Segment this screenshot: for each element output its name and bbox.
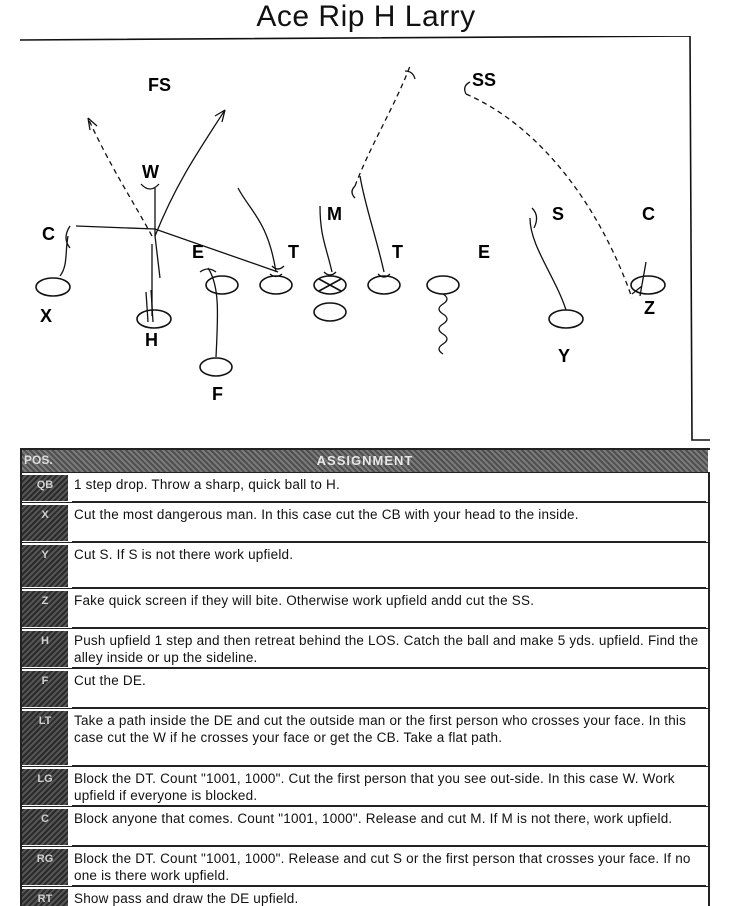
row-pos: H xyxy=(41,635,49,647)
label-fs: FS xyxy=(148,75,172,95)
offense-players xyxy=(36,276,665,376)
label-ss: SS xyxy=(472,70,497,90)
table-row xyxy=(22,502,708,543)
label-z: Z xyxy=(644,298,655,318)
route-w xyxy=(155,110,225,236)
row-text: Cut S. If S is not there work upfield. xyxy=(74,547,294,562)
row-pos: RT xyxy=(37,893,53,905)
row-pos: QB xyxy=(36,479,54,491)
player-f xyxy=(200,358,232,376)
player-lg xyxy=(260,276,292,294)
row-pos: LG xyxy=(37,773,53,785)
row-pos: Y xyxy=(41,549,49,561)
route-rt xyxy=(439,294,447,354)
table-header xyxy=(22,450,708,472)
table-row xyxy=(22,708,708,767)
page-title: Ace Rip H Larry xyxy=(256,0,476,33)
row-pos: RG xyxy=(36,853,54,865)
player-h xyxy=(137,310,171,328)
table-row xyxy=(22,846,708,887)
player-qb xyxy=(314,303,346,321)
label-y: Y xyxy=(558,346,571,366)
row-text: Fake quick screen if they will bite. Otherwise work upfield andd cut the SS. xyxy=(74,593,535,608)
label-t-left: T xyxy=(288,242,299,262)
label-e-right: E xyxy=(478,242,491,262)
row-text: Show pass and draw the DE upfield. xyxy=(74,891,299,906)
label-c-right: C xyxy=(642,204,655,224)
label-s: S xyxy=(552,204,565,224)
player-x xyxy=(36,278,70,296)
table-row xyxy=(22,628,708,669)
table-row xyxy=(22,766,708,807)
table-row xyxy=(22,472,708,503)
header-assignment: ASSIGNMENT xyxy=(316,453,414,468)
row-text: Block anyone that comes. Count "1001, 1000". Release and cut M. If M is not there, work upfield. xyxy=(74,811,673,826)
row-pos: X xyxy=(41,509,49,521)
play-diagram xyxy=(20,36,710,442)
table-row xyxy=(22,886,708,906)
table-row xyxy=(22,668,708,709)
player-rt xyxy=(427,276,459,294)
row-text: Block the DT. Count "1001, 1000". Cut the first person that you see out-side. In this case W. Work upfield if everyone is blocked. xyxy=(74,771,675,803)
table-row xyxy=(22,806,708,847)
table-row xyxy=(22,542,708,589)
player-y xyxy=(549,310,583,328)
player-lt xyxy=(206,276,238,294)
diagram-frame xyxy=(20,36,710,440)
label-w: W xyxy=(142,162,159,182)
header-pos: POS. xyxy=(24,453,53,467)
route-lt xyxy=(76,226,278,272)
label-m: M xyxy=(327,204,342,224)
row-text: 1 step drop. Throw a sharp, quick ball to H. xyxy=(74,477,340,492)
row-pos: Z xyxy=(41,595,49,607)
label-t-right: T xyxy=(392,242,403,262)
table-row xyxy=(22,588,708,629)
label-e-left: E xyxy=(192,242,205,262)
label-h: H xyxy=(145,330,158,350)
row-text: Cut the DE. xyxy=(74,673,146,688)
row-text: Push upfield 1 step and then retreat behind the LOS. Catch the ball and make 5 yds. upfield. Find the alley inside or up the sideline. xyxy=(74,633,699,665)
label-c-left: C xyxy=(42,224,55,244)
row-pos: F xyxy=(41,675,49,687)
row-text: Take a path inside the DE and cut the outside man or the first person who crosses your face. In this case cut the W if he crosses your face or get the CB. Take a flat path. xyxy=(74,713,687,745)
row-text: Block the DT. Count "1001, 1000". Release and cut S or the first person that crosses your face. If no one is there work upfield. xyxy=(74,851,691,883)
assignment-table xyxy=(20,448,710,906)
row-pos: C xyxy=(41,813,49,825)
row-pos: LT xyxy=(38,715,52,727)
label-x: X xyxy=(40,306,53,326)
row-text: Cut the most dangerous man. In this case cut the CB with your head to the inside. xyxy=(74,507,579,522)
label-f: F xyxy=(212,384,223,404)
player-rg xyxy=(368,276,400,294)
